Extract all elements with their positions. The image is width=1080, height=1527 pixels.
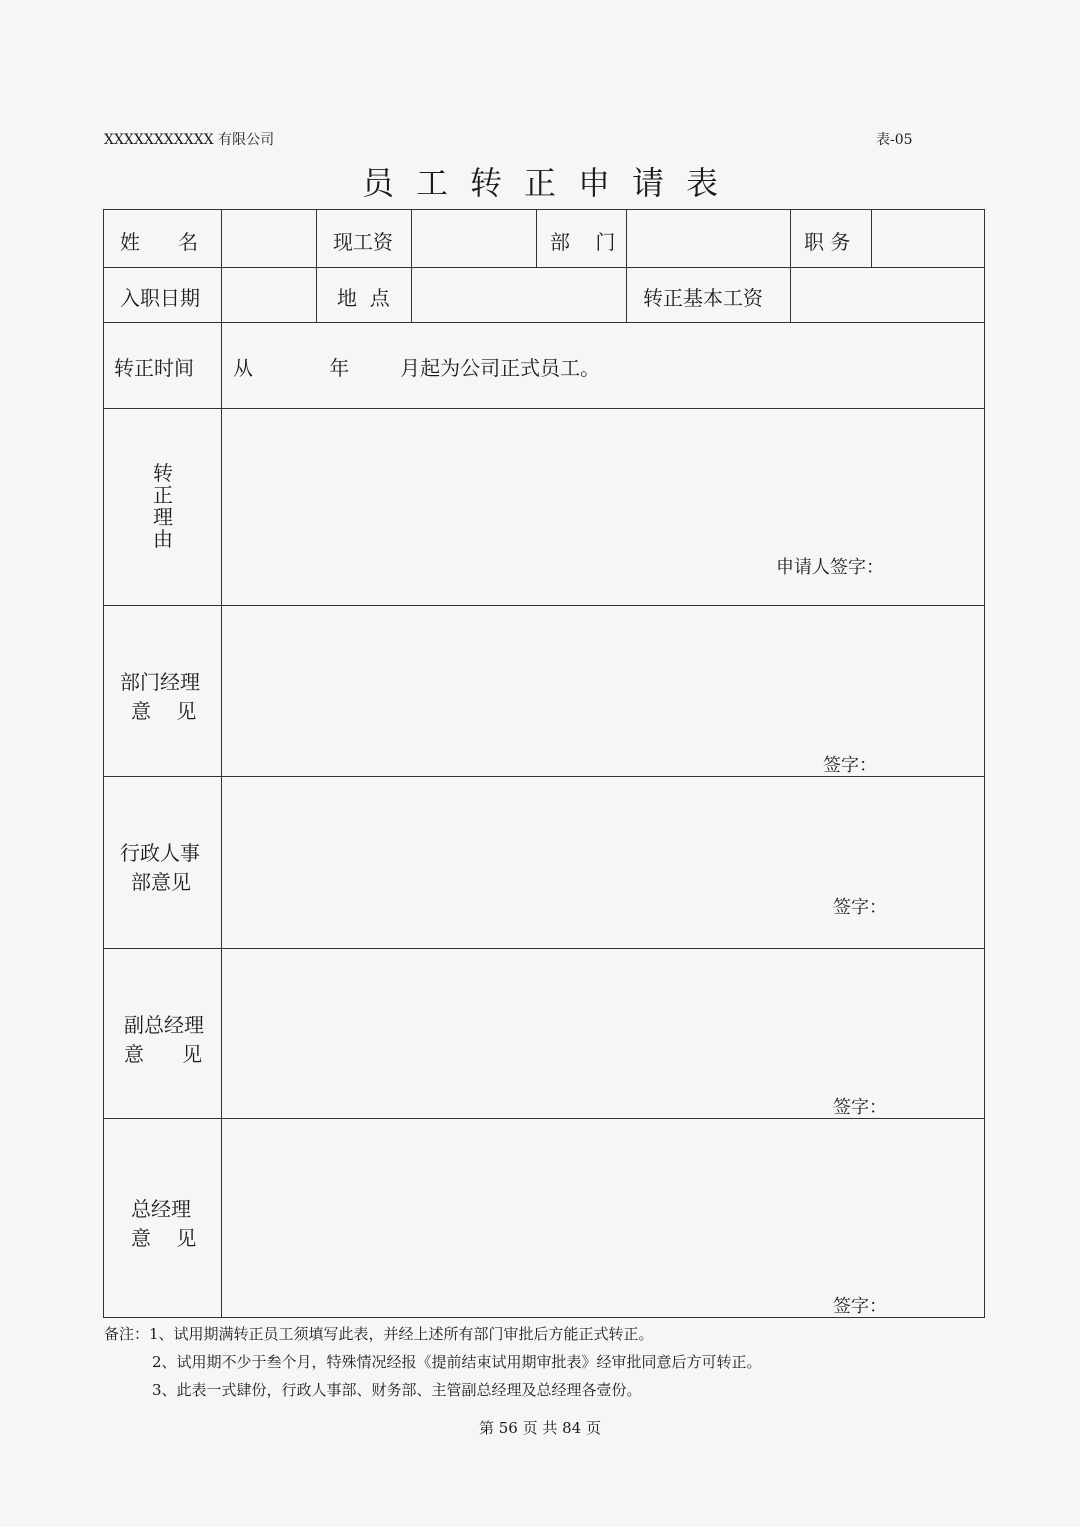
label-reason: 转 正 理 由 bbox=[153, 461, 173, 551]
label-vice-gm-opinion: 意 见 bbox=[124, 1042, 203, 1066]
page-footer: 第 56 页 共 84 页 bbox=[478, 1419, 601, 1437]
company-name: XXXXXXXXXXX 有限公司 bbox=[104, 132, 275, 148]
vice-gm-signature: 签字： bbox=[833, 1097, 887, 1118]
label-dept-manager-opinion: 意 见 bbox=[131, 699, 197, 723]
form-number: 表-05 bbox=[876, 132, 913, 148]
application-table bbox=[103, 209, 985, 1318]
label-vice-gm: 副总经理 bbox=[124, 1013, 204, 1037]
note-1: 备注：1、试用期满转正员工须填写此表，并经上述所有部门审批后方能正式转正。 bbox=[104, 1325, 654, 1343]
note-3: 3、此表一式肆份，行政人事部、财务部、主管副总经理及总经理各壹份。 bbox=[152, 1381, 642, 1399]
note-2: 2、试用期不少于叁个月，特殊情况经报《提前结束试用期审批表》经审批同意后方可转正。 bbox=[152, 1353, 762, 1371]
applicant-signature: 申请人签字： bbox=[776, 557, 884, 578]
label-department: 部 门 bbox=[550, 230, 616, 254]
dept-manager-signature: 签字： bbox=[823, 755, 877, 776]
label-gm: 总经理 bbox=[131, 1197, 191, 1221]
label-hr-opinion: 部意见 bbox=[131, 870, 191, 894]
label-location: 地 点 bbox=[337, 286, 390, 310]
gm-signature: 签字： bbox=[833, 1296, 887, 1317]
label-conversion-time: 转正时间 bbox=[114, 356, 194, 380]
conversion-time-text: 从 年 月起为公司正式员工。 bbox=[233, 356, 601, 380]
label-current-salary: 现工资 bbox=[333, 230, 393, 254]
label-hire-date: 入职日期 bbox=[120, 286, 200, 310]
label-gm-opinion: 意 见 bbox=[131, 1226, 197, 1250]
form-title: 员工转正申请表 bbox=[361, 164, 740, 202]
label-hr: 行政人事 bbox=[120, 841, 200, 865]
label-dept-manager: 部门经理 bbox=[120, 670, 200, 694]
hr-signature: 签字： bbox=[833, 897, 887, 918]
label-base-salary: 转正基本工资 bbox=[643, 286, 763, 310]
label-position: 职 务 bbox=[804, 230, 851, 254]
label-name: 姓 名 bbox=[120, 230, 199, 254]
